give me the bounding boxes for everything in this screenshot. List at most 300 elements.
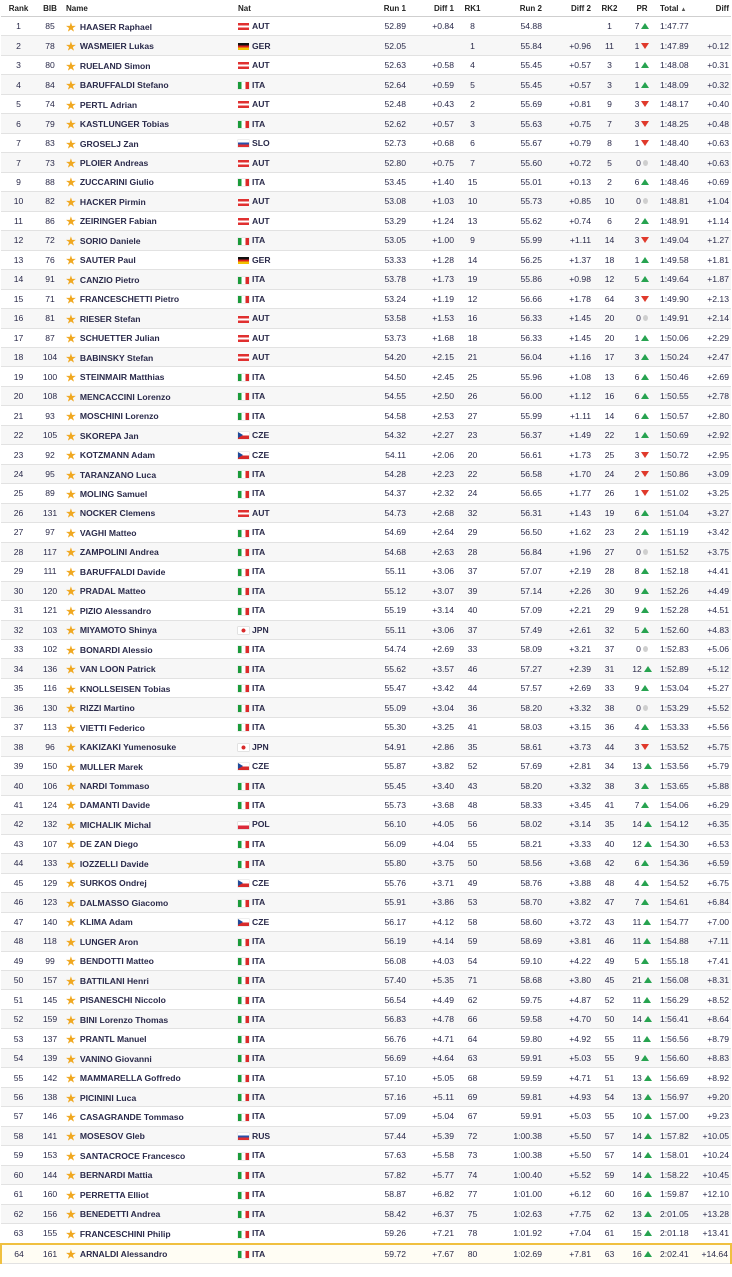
name-cell[interactable] xyxy=(64,328,236,347)
col-header-rank[interactable]: Rank xyxy=(1,0,36,17)
favorite-star-icon[interactable]: ★ xyxy=(66,683,76,696)
col-header-rk1[interactable]: RK1 xyxy=(456,0,489,17)
col-header-rk2[interactable]: RK2 xyxy=(593,0,626,17)
result-row[interactable] xyxy=(1,795,731,814)
athlete-name[interactable]: SCHUETTER Julian xyxy=(79,333,160,344)
result-row[interactable] xyxy=(1,601,731,620)
result-row[interactable] xyxy=(1,620,731,639)
name-cell[interactable] xyxy=(64,1224,236,1244)
result-row[interactable] xyxy=(1,1048,731,1067)
diff2-cell: +1.12 xyxy=(544,386,593,405)
result-row[interactable] xyxy=(1,425,731,444)
favorite-star-icon[interactable]: ★ xyxy=(66,352,76,365)
athlete-name[interactable]: WASMEIER Lukas xyxy=(79,41,154,52)
athlete-name[interactable]: CASAGRANDE Tommaso xyxy=(79,1111,184,1122)
favorite-star-icon[interactable]: ★ xyxy=(66,936,76,949)
athlete-name[interactable]: MULLER Marek xyxy=(79,761,143,772)
name-cell[interactable] xyxy=(64,737,236,756)
athlete-name[interactable]: BATTILANI Henri xyxy=(79,975,149,986)
favorite-star-icon[interactable]: ★ xyxy=(66,1073,76,1086)
favorite-star-icon[interactable]: ★ xyxy=(66,1014,76,1027)
favorite-star-icon[interactable]: ★ xyxy=(66,1150,76,1163)
name-cell[interactable] xyxy=(64,17,236,36)
athlete-name[interactable]: BENEDETTI Andrea xyxy=(79,1209,161,1220)
result-row[interactable] xyxy=(1,1204,731,1223)
name-cell[interactable] xyxy=(64,1146,236,1165)
favorite-star-icon[interactable]: ★ xyxy=(66,488,76,501)
favorite-star-icon[interactable]: ★ xyxy=(66,60,76,73)
favorite-star-icon[interactable]: ★ xyxy=(66,664,76,677)
favorite-star-icon[interactable]: ★ xyxy=(66,800,76,813)
name-cell[interactable] xyxy=(64,970,236,989)
athlete-name[interactable]: SORIO Daniele xyxy=(79,235,141,246)
name-cell[interactable] xyxy=(64,250,236,269)
athlete-name[interactable]: IOZZELLI Davide xyxy=(79,858,149,869)
nat-code: AUT xyxy=(252,157,270,168)
name-cell[interactable] xyxy=(64,1029,236,1048)
athlete-name[interactable]: SKOREPA Jan xyxy=(79,430,139,441)
result-row[interactable] xyxy=(1,1126,731,1145)
name-cell[interactable] xyxy=(64,1165,236,1184)
name-cell[interactable] xyxy=(64,1107,236,1126)
col-header-run1[interactable]: Run 1 xyxy=(346,0,408,17)
result-row[interactable] xyxy=(1,172,731,191)
result-row[interactable] xyxy=(1,951,731,970)
col-header-name[interactable]: Name xyxy=(64,0,236,17)
favorite-star-icon[interactable]: ★ xyxy=(66,605,76,618)
name-cell[interactable] xyxy=(64,562,236,581)
result-row[interactable] xyxy=(1,231,731,250)
result-row[interactable] xyxy=(1,1224,731,1244)
result-row[interactable] xyxy=(1,484,731,503)
favorite-star-icon[interactable]: ★ xyxy=(66,722,76,735)
result-row[interactable] xyxy=(1,55,731,74)
favorite-star-icon[interactable]: ★ xyxy=(66,644,76,657)
name-cell[interactable] xyxy=(64,386,236,405)
result-row[interactable] xyxy=(1,133,731,152)
name-cell[interactable] xyxy=(64,698,236,717)
result-row[interactable] xyxy=(1,893,731,912)
nat-code: JPN xyxy=(252,624,269,635)
name-cell[interactable] xyxy=(64,678,236,697)
favorite-star-icon[interactable]: ★ xyxy=(66,1131,76,1144)
result-row[interactable] xyxy=(1,17,731,36)
athlete-name[interactable]: BINI Lorenzo Thomas xyxy=(79,1014,169,1025)
name-cell[interactable] xyxy=(64,756,236,775)
nat-code: ITA xyxy=(252,936,266,947)
athlete-name[interactable]: KLIMA Adam xyxy=(79,917,133,928)
favorite-star-icon[interactable]: ★ xyxy=(66,1228,76,1241)
name-cell[interactable] xyxy=(64,620,236,639)
athlete-name[interactable]: PLOIER Andreas xyxy=(79,158,149,169)
athlete-name[interactable]: ZEIRINGER Fabian xyxy=(79,216,157,227)
favorite-star-icon[interactable]: ★ xyxy=(66,333,76,346)
name-cell[interactable] xyxy=(64,192,236,211)
athlete-name[interactable]: BONARDI Alessio xyxy=(79,644,153,655)
col-header-total[interactable] xyxy=(658,0,693,17)
pr-cell xyxy=(626,192,658,211)
result-row[interactable] xyxy=(1,640,731,659)
name-cell[interactable] xyxy=(64,601,236,620)
result-row[interactable] xyxy=(1,1146,731,1165)
result-row[interactable] xyxy=(1,270,731,289)
result-row[interactable] xyxy=(1,464,731,483)
nat-cell xyxy=(236,347,346,366)
rk1-cell: 74 xyxy=(456,1165,489,1184)
name-cell[interactable] xyxy=(64,211,236,230)
name-cell[interactable] xyxy=(64,289,236,308)
athlete-name[interactable]: KAKIZAKI Yumenosuke xyxy=(79,742,177,753)
run1-cell: 58.42 xyxy=(346,1204,408,1223)
favorite-star-icon[interactable]: ★ xyxy=(66,1209,76,1222)
name-cell[interactable] xyxy=(64,94,236,113)
name-cell[interactable] xyxy=(64,1244,236,1264)
athlete-name[interactable]: BERNARDI Mattia xyxy=(79,1170,153,1181)
favorite-star-icon[interactable]: ★ xyxy=(66,41,76,54)
favorite-star-icon[interactable]: ★ xyxy=(66,761,76,774)
athlete-name[interactable]: FRANCESCHETTI Pietro xyxy=(79,294,180,305)
result-row[interactable] xyxy=(1,503,731,522)
result-row[interactable] xyxy=(1,386,731,405)
name-cell[interactable] xyxy=(64,347,236,366)
athlete-name[interactable]: ARNALDI Alessandro xyxy=(79,1249,168,1260)
col-header-diff2[interactable]: Diff 2 xyxy=(544,0,593,17)
arrow-up-icon xyxy=(641,510,649,516)
athlete-name[interactable]: SANTACROCE Francesco xyxy=(79,1150,186,1161)
favorite-star-icon[interactable]: ★ xyxy=(66,625,76,638)
result-row[interactable] xyxy=(1,1165,731,1184)
favorite-star-icon[interactable]: ★ xyxy=(66,878,76,891)
name-cell[interactable] xyxy=(64,367,236,386)
favorite-star-icon[interactable]: ★ xyxy=(66,313,76,326)
result-row[interactable] xyxy=(1,562,731,581)
pr-cell xyxy=(626,1048,658,1067)
rank-cell: 20 xyxy=(1,386,36,405)
athlete-name[interactable]: CANZIO Pietro xyxy=(79,274,140,285)
run1-cell: 55.12 xyxy=(346,581,408,600)
favorite-star-icon[interactable]: ★ xyxy=(66,1092,76,1105)
name-cell[interactable] xyxy=(64,873,236,892)
result-row[interactable] xyxy=(1,328,731,347)
athlete-name[interactable]: LUNGER Aron xyxy=(79,936,139,947)
favorite-star-icon[interactable]: ★ xyxy=(66,469,76,482)
name-cell[interactable] xyxy=(64,503,236,522)
athlete-name[interactable]: MAMMARELLA Goffredo xyxy=(79,1073,181,1084)
favorite-star-icon[interactable]: ★ xyxy=(66,158,76,171)
result-row[interactable] xyxy=(1,1107,731,1126)
run2-cell: 55.60 xyxy=(489,153,544,172)
athlete-name[interactable]: RIESER Stefan xyxy=(79,313,141,324)
col-header-pr[interactable]: PR xyxy=(626,0,658,17)
result-row[interactable] xyxy=(1,406,731,425)
favorite-star-icon[interactable]: ★ xyxy=(66,858,76,871)
name-cell[interactable] xyxy=(64,717,236,736)
athlete-name[interactable]: TARANZANO Luca xyxy=(79,469,157,480)
result-row[interactable] xyxy=(1,990,731,1009)
result-row[interactable] xyxy=(1,250,731,269)
nat-code: RUS xyxy=(252,1130,271,1141)
athlete-name[interactable]: VAN LOON Patrick xyxy=(79,664,156,675)
result-row[interactable] xyxy=(1,542,731,561)
favorite-star-icon[interactable]: ★ xyxy=(66,391,76,404)
name-cell[interactable] xyxy=(64,1204,236,1223)
favorite-star-icon[interactable]: ★ xyxy=(66,21,76,34)
favorite-star-icon[interactable]: ★ xyxy=(66,566,76,579)
name-cell[interactable] xyxy=(64,114,236,133)
name-cell[interactable] xyxy=(64,834,236,853)
favorite-star-icon[interactable]: ★ xyxy=(66,99,76,112)
name-cell[interactable] xyxy=(64,1087,236,1106)
result-row[interactable] xyxy=(1,114,731,133)
name-cell[interactable] xyxy=(64,425,236,444)
name-cell[interactable] xyxy=(64,36,236,55)
favorite-star-icon[interactable]: ★ xyxy=(66,196,76,209)
result-row[interactable] xyxy=(1,776,731,795)
result-row[interactable] xyxy=(1,581,731,600)
favorite-star-icon[interactable]: ★ xyxy=(66,839,76,852)
result-row[interactable] xyxy=(1,970,731,989)
favorite-star-icon[interactable]: ★ xyxy=(66,255,76,268)
athlete-name[interactable]: GROSELJ Zan xyxy=(79,138,139,149)
athlete-name[interactable]: PERTL Adrian xyxy=(79,99,138,110)
name-cell[interactable] xyxy=(64,55,236,74)
result-row[interactable] xyxy=(1,1087,731,1106)
athlete-name[interactable]: MOSESOV Gleb xyxy=(79,1131,145,1142)
diff-cell: +2.95 xyxy=(693,445,731,464)
favorite-star-icon[interactable]: ★ xyxy=(66,411,76,424)
result-row[interactable] xyxy=(1,1244,731,1264)
athlete-name[interactable]: DALMASSO Giacomo xyxy=(79,897,169,908)
favorite-star-icon[interactable]: ★ xyxy=(66,1034,76,1047)
athlete-name[interactable]: VIETTI Federico xyxy=(79,722,145,733)
name-cell[interactable] xyxy=(64,951,236,970)
name-cell[interactable] xyxy=(64,815,236,834)
favorite-star-icon[interactable]: ★ xyxy=(66,1189,76,1202)
favorite-star-icon[interactable]: ★ xyxy=(66,430,76,443)
favorite-star-icon[interactable]: ★ xyxy=(66,547,76,560)
name-cell[interactable] xyxy=(64,1126,236,1145)
rank-cell: 50 xyxy=(1,970,36,989)
favorite-star-icon[interactable]: ★ xyxy=(66,274,76,287)
name-cell[interactable] xyxy=(64,523,236,542)
col-header-bib[interactable]: BIB xyxy=(36,0,64,17)
result-row[interactable] xyxy=(1,1009,731,1028)
pr-value: 0 xyxy=(636,313,641,324)
favorite-star-icon[interactable]: ★ xyxy=(66,216,76,229)
favorite-star-icon[interactable]: ★ xyxy=(66,294,76,307)
favorite-star-icon[interactable]: ★ xyxy=(66,917,76,930)
col-header-nat[interactable]: Nat xyxy=(236,0,346,17)
name-cell[interactable] xyxy=(64,406,236,425)
athlete-name[interactable]: HAASER Raphael xyxy=(79,21,152,32)
result-row[interactable] xyxy=(1,834,731,853)
favorite-star-icon[interactable]: ★ xyxy=(66,450,76,463)
name-cell[interactable] xyxy=(64,153,236,172)
result-row[interactable] xyxy=(1,36,731,55)
total-cell: 1:51.04 xyxy=(658,503,693,522)
name-cell[interactable] xyxy=(64,445,236,464)
favorite-star-icon[interactable]: ★ xyxy=(66,819,76,832)
name-cell[interactable] xyxy=(64,172,236,191)
name-cell[interactable] xyxy=(64,776,236,795)
diff2-cell: +7.75 xyxy=(544,1204,593,1223)
favorite-star-icon[interactable]: ★ xyxy=(66,956,76,969)
result-row[interactable] xyxy=(1,698,731,717)
athlete-name[interactable]: NOCKER Clemens xyxy=(79,508,156,519)
col-header-diff[interactable]: Diff xyxy=(693,0,731,17)
athlete-name[interactable]: VANINO Giovanni xyxy=(79,1053,152,1064)
name-cell[interactable] xyxy=(64,581,236,600)
favorite-star-icon[interactable]: ★ xyxy=(66,1249,76,1262)
name-cell[interactable] xyxy=(64,854,236,873)
result-row[interactable] xyxy=(1,309,731,328)
athlete-name[interactable]: DAMANTI Davide xyxy=(79,800,151,811)
favorite-star-icon[interactable]: ★ xyxy=(66,80,76,93)
name-cell[interactable] xyxy=(64,231,236,250)
favorite-star-icon[interactable]: ★ xyxy=(66,235,76,248)
athlete-name[interactable]: KOTZMANN Adam xyxy=(79,450,155,461)
athlete-name[interactable]: BARUFFALDI Stefano xyxy=(79,80,169,91)
result-row[interactable] xyxy=(1,523,731,542)
result-row[interactable] xyxy=(1,932,731,951)
total-cell: 1:49.58 xyxy=(658,250,693,269)
athlete-name[interactable]: MOLING Samuel xyxy=(79,488,148,499)
result-row[interactable] xyxy=(1,211,731,230)
favorite-star-icon[interactable]: ★ xyxy=(66,703,76,716)
athlete-name[interactable]: PRADAL Matteo xyxy=(79,586,146,597)
favorite-star-icon[interactable]: ★ xyxy=(66,372,76,385)
result-row[interactable] xyxy=(1,94,731,113)
athlete-name[interactable]: PICININI Luca xyxy=(79,1092,137,1103)
result-row[interactable] xyxy=(1,912,731,931)
result-row[interactable] xyxy=(1,737,731,756)
name-cell[interactable] xyxy=(64,659,236,678)
name-cell[interactable] xyxy=(64,990,236,1009)
result-row[interactable] xyxy=(1,347,731,366)
arrow-down-icon xyxy=(641,101,649,107)
name-cell[interactable] xyxy=(64,912,236,931)
bib-cell: 131 xyxy=(36,503,64,522)
favorite-star-icon[interactable]: ★ xyxy=(66,995,76,1008)
name-cell[interactable] xyxy=(64,640,236,659)
favorite-star-icon[interactable]: ★ xyxy=(66,742,76,755)
rk2-cell: 7 xyxy=(593,114,626,133)
diff1-cell: +3.06 xyxy=(408,620,456,639)
name-cell[interactable] xyxy=(64,484,236,503)
result-row[interactable] xyxy=(1,153,731,172)
diff2-cell: +3.45 xyxy=(544,795,593,814)
athlete-name[interactable]: PERRETTA Elliot xyxy=(79,1189,149,1200)
athlete-name[interactable]: ZUCCARINI Giulio xyxy=(79,177,154,188)
athlete-name[interactable]: NARDI Tommaso xyxy=(79,781,150,792)
athlete-name[interactable]: HACKER Pirmin xyxy=(79,196,146,207)
name-cell[interactable] xyxy=(64,542,236,561)
athlete-name[interactable]: KNOLLSEISEN Tobias xyxy=(79,683,171,694)
name-cell[interactable] xyxy=(64,932,236,951)
nat-code: ITA xyxy=(252,644,266,655)
name-cell[interactable] xyxy=(64,309,236,328)
result-row[interactable] xyxy=(1,678,731,697)
athlete-name[interactable]: PISANESCHI Niccolo xyxy=(79,995,166,1006)
name-cell[interactable] xyxy=(64,133,236,152)
name-cell[interactable] xyxy=(64,75,236,94)
name-cell[interactable] xyxy=(64,1068,236,1087)
athlete-name[interactable]: RIZZI Martino xyxy=(79,703,135,714)
favorite-star-icon[interactable]: ★ xyxy=(66,897,76,910)
athlete-name[interactable]: SURKOS Ondrej xyxy=(79,878,147,889)
run2-cell: 1:02.69 xyxy=(489,1244,544,1264)
favorite-star-icon[interactable]: ★ xyxy=(66,1170,76,1183)
name-cell[interactable] xyxy=(64,1185,236,1204)
athlete-name[interactable]: SAUTER Paul xyxy=(79,255,136,266)
result-row[interactable] xyxy=(1,756,731,775)
athlete-name[interactable]: BABINSKY Stefan xyxy=(79,352,154,363)
athlete-name[interactable]: BARUFFALDI Davide xyxy=(79,566,166,577)
athlete-name[interactable]: MENCACCINI Lorenzo xyxy=(79,391,171,402)
result-row[interactable] xyxy=(1,1185,731,1204)
nat-cell xyxy=(236,133,346,152)
athlete-name[interactable]: RUELAND Simon xyxy=(79,60,151,71)
athlete-name[interactable]: KASTLUNGER Tobias xyxy=(79,119,169,130)
name-cell[interactable] xyxy=(64,464,236,483)
result-row[interactable] xyxy=(1,1068,731,1087)
result-row[interactable] xyxy=(1,854,731,873)
col-header-diff1[interactable]: Diff 1 xyxy=(408,0,456,17)
result-row[interactable] xyxy=(1,75,731,94)
result-row[interactable] xyxy=(1,1029,731,1048)
bib-cell: 73 xyxy=(36,153,64,172)
favorite-star-icon[interactable]: ★ xyxy=(66,1111,76,1124)
name-cell[interactable] xyxy=(64,795,236,814)
result-row[interactable] xyxy=(1,192,731,211)
result-row[interactable] xyxy=(1,367,731,386)
favorite-star-icon[interactable]: ★ xyxy=(66,177,76,190)
athlete-name[interactable]: STEINMAIR Matthias xyxy=(79,372,165,383)
name-cell[interactable] xyxy=(64,1009,236,1028)
athlete-name[interactable]: MIYAMOTO Shinya xyxy=(79,625,157,636)
athlete-name[interactable]: MOSCHINI Lorenzo xyxy=(79,411,159,422)
athlete-name[interactable]: FRANCESCHINI Philip xyxy=(79,1228,171,1239)
athlete-name[interactable]: DE ZAN Diego xyxy=(79,839,139,850)
favorite-star-icon[interactable]: ★ xyxy=(66,119,76,132)
name-cell[interactable] xyxy=(64,270,236,289)
favorite-star-icon[interactable]: ★ xyxy=(66,527,76,540)
athlete-name[interactable]: PIZIO Alessandro xyxy=(79,605,152,616)
result-row[interactable] xyxy=(1,873,731,892)
favorite-star-icon[interactable]: ★ xyxy=(66,586,76,599)
favorite-star-icon[interactable]: ★ xyxy=(66,508,76,521)
result-row[interactable] xyxy=(1,815,731,834)
athlete-name[interactable]: PRANTL Manuel xyxy=(79,1034,147,1045)
col-header-run2[interactable]: Run 2 xyxy=(489,0,544,17)
favorite-star-icon[interactable]: ★ xyxy=(66,781,76,794)
name-cell[interactable] xyxy=(64,893,236,912)
favorite-star-icon[interactable]: ★ xyxy=(66,975,76,988)
ita-flag-icon xyxy=(238,1153,249,1160)
diff1-cell: +0.68 xyxy=(408,133,456,152)
favorite-star-icon[interactable]: ★ xyxy=(66,1053,76,1066)
favorite-star-icon[interactable]: ★ xyxy=(66,138,76,151)
name-cell[interactable] xyxy=(64,1048,236,1067)
result-row[interactable] xyxy=(1,717,731,736)
result-row[interactable] xyxy=(1,445,731,464)
athlete-name[interactable]: ZAMPOLINI Andrea xyxy=(79,547,159,558)
result-row[interactable] xyxy=(1,289,731,308)
result-row[interactable] xyxy=(1,659,731,678)
athlete-name[interactable]: MICHALIK Michal xyxy=(79,819,152,830)
athlete-name[interactable]: BENDOTTI Matteo xyxy=(79,956,154,967)
athlete-name[interactable]: VAGHI Matteo xyxy=(79,527,137,538)
